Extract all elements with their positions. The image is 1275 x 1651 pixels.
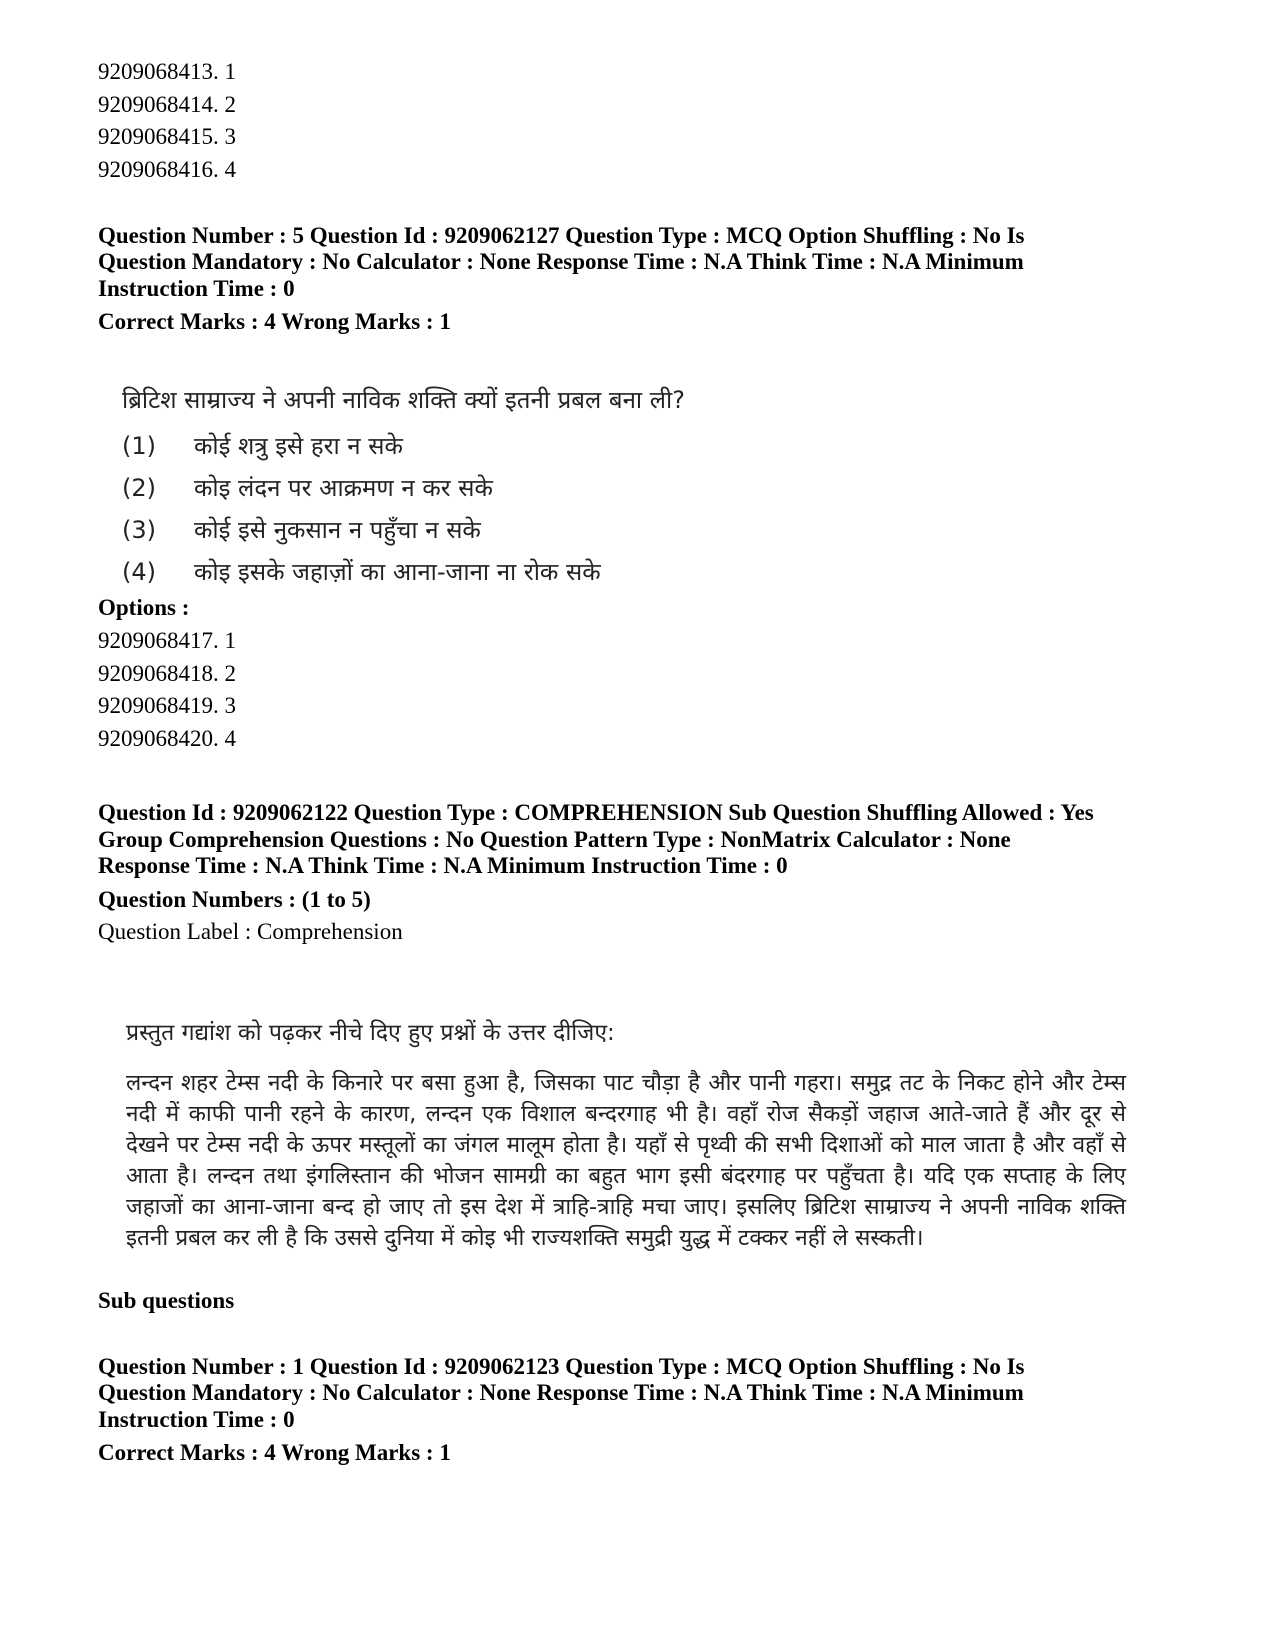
question-choice: [122, 430, 403, 462]
question-label: Question Label : Comprehension: [98, 919, 403, 944]
option-line: 9209068415. 3: [98, 124, 236, 149]
question-numbers: Question Numbers : (1 to 5): [98, 887, 371, 912]
question-header: Question Mandatory : No Calculator : None Response Time : N.A Think Time : N.A Minimum: [98, 1380, 1024, 1405]
choice-number: (4): [122, 558, 156, 586]
comprehension-header: Group Comprehension Questions : No Question Pattern Type : NonMatrix Calculator : None: [98, 827, 1011, 852]
option-line: 9209068414. 2: [98, 92, 236, 117]
option-line: 9209068417. 1: [98, 628, 236, 653]
option-line: 9209068419. 3: [98, 693, 236, 718]
choice-number: (1): [122, 432, 156, 460]
options-label: Options :: [98, 595, 190, 620]
passage-text: लन्दन शहर टेम्स नदी के किनारे पर बसा हुआ है, जिसका पाट चौड़ा है और पानी गहरा। समुद्र तट के निकट होने और टेम्स नदी में काफी पानी रहने के कारण, लन्दन एक विशाल बन्दरगाह भी है। वहाँ रोज सैकड़ों जहाज आते-जाते हैं और दूर से देखने पर टेम्स नदी के ऊपर मस्तूलों का जंगल मालूम होता है। यहाँ से पृथ्वी की सभी दिशाओं को माल जाता है और वहाँ से आता है। लन्दन तथा इंगलिस्तान की भोजन सामग्री का बहुत भाग इसी बंदरगाह पर पहुँचता है। यदि एक सप्ताह के लिए जहाजों का आना-जाना बन्द हो जाए तो इस देश में त्राहि-त्राहि मचा जाए। इसलिए ब्रिटिश साम्राज्य ने अपनी नाविक शक्ति इतनी प्रबल कर ली है कि उससे दुनिया में कोइ भी राज्यशक्ति समुद्री युद्ध में टक्कर नहीं ले सस्कती।: [126, 1070, 1126, 1251]
option-line: 9209068418. 2: [98, 661, 236, 686]
question-header: Question Number : 5 Question Id : 9209062127 Question Type : MCQ Option Shuffling : No Is: [98, 223, 1025, 248]
option-line: 9209068420. 4: [98, 726, 236, 751]
question-choice: [122, 472, 493, 504]
question-marks: Correct Marks : 4 Wrong Marks : 1: [98, 309, 451, 334]
question-choice: [122, 556, 601, 588]
question-header: Question Mandatory : No Calculator : None Response Time : N.A Think Time : N.A Minimum: [98, 249, 1024, 274]
option-line: 9209068416. 4: [98, 157, 236, 182]
comprehension-header: Response Time : N.A Think Time : N.A Minimum Instruction Time : 0: [98, 853, 788, 878]
choice-text: कोई इसे नुकसान न पहुँचा न सके: [194, 516, 481, 544]
comprehension-header: Question Id : 9209062122 Question Type : COMPREHENSION Sub Question Shuffling Allowed : Yes: [98, 800, 1094, 825]
choice-number: (2): [122, 474, 156, 502]
question-marks: Correct Marks : 4 Wrong Marks : 1: [98, 1440, 451, 1465]
question-header: Question Number : 1 Question Id : 9209062123 Question Type : MCQ Option Shuffling : No Is: [98, 1354, 1025, 1379]
sub-questions-label: Sub questions: [98, 1288, 235, 1313]
question-header: Instruction Time : 0: [98, 1407, 295, 1432]
question-header: Instruction Time : 0: [98, 276, 295, 301]
question-choice: [122, 514, 481, 546]
question-stem: ब्रिटिश साम्राज्य ने अपनी नाविक शक्ति क्यों इतनी प्रबल बना ली?: [122, 386, 686, 414]
option-line: 9209068413. 1: [98, 59, 236, 84]
choice-text: कोई शत्रु इसे हरा न सके: [194, 432, 403, 460]
passage-intro: प्रस्तुत गद्यांश को पढ़कर नीचे दिए हुए प्रश्नों के उत्तर दीजिए:: [126, 1020, 615, 1046]
choice-text: कोइ लंदन पर आक्रमण न कर सके: [194, 474, 493, 502]
choice-number: (3): [122, 516, 156, 544]
choice-text: कोइ इसके जहाज़ों का आना-जाना ना रोक सके: [194, 558, 601, 586]
